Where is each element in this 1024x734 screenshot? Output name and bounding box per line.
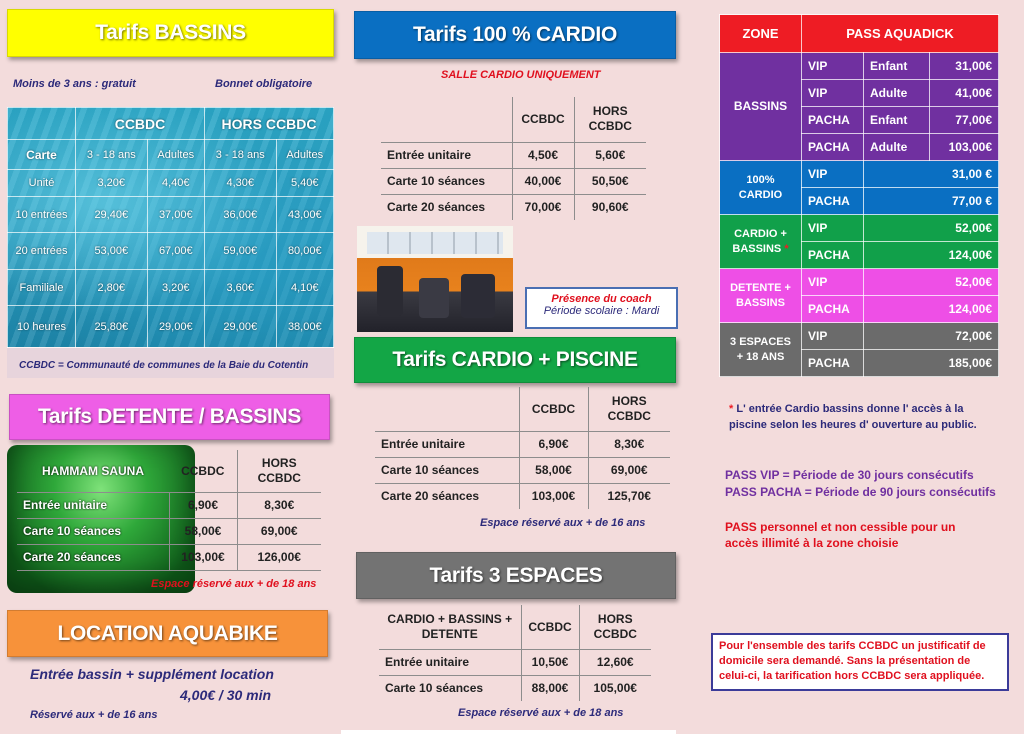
zone-detente: DETENTE + BASSINS	[720, 269, 802, 323]
cp-col-hors: HORS CCBDC	[588, 387, 670, 431]
table-row	[720, 215, 999, 242]
pass-type: VIP	[802, 269, 864, 296]
pass-type: VIP	[802, 53, 864, 80]
table-row	[8, 270, 334, 306]
pass-age: Enfant	[864, 107, 930, 134]
pass-type: PACHA	[802, 350, 864, 377]
coach-title: Présence du coach	[551, 293, 652, 305]
price-cell: 6,90€	[169, 492, 237, 518]
pass-col-pass: PASS AQUADICK	[802, 15, 999, 53]
price-cell: 8,30€	[237, 492, 321, 518]
bassins-corner	[8, 108, 76, 140]
cardio-piscine-title: Tarifs CARDIO + PISCINE	[392, 348, 638, 371]
table-row	[8, 306, 334, 348]
row-label: Entrée unitaire	[17, 492, 169, 518]
aquabike-line2: 4,00€ / 30 min	[180, 687, 272, 703]
price-cell: 58,00€	[169, 518, 237, 544]
espaces-col-hors: HORS CCBDC	[579, 605, 651, 649]
price-cell: 105,00€	[579, 675, 651, 701]
row-label: 10 entrées	[8, 197, 76, 233]
pass-type: VIP	[802, 323, 864, 350]
cardio-col-hors: HORS CCBDC	[574, 97, 646, 142]
table-row	[381, 194, 646, 220]
price-cell: 58,00€	[519, 457, 588, 483]
zone-3espaces: 3 ESPACES + 18 ANS	[720, 323, 802, 377]
pass-price: 103,00€	[930, 134, 999, 161]
pass-price: 31,00€	[930, 53, 999, 80]
bassins-note-left: Moins de 3 ans : gratuit	[13, 78, 136, 90]
bassins-group-hors: HORS CCBDC	[204, 108, 333, 140]
bottom-strip	[341, 730, 676, 734]
table-row	[375, 431, 670, 457]
pass-age: Adulte	[864, 134, 930, 161]
price-cell: 70,00€	[512, 194, 574, 220]
justificatif-box: Pour l'ensemble des tarifs CCBDC un justificatif de domicile sera demandé. Sans la présentation de celui-ci, la tarification hors CCBDC sera appliquée.	[711, 633, 1009, 691]
row-label: Carte 10 séances	[381, 168, 512, 194]
table-row	[379, 649, 651, 675]
detente-col-ccbdc: CCBDC	[169, 450, 237, 492]
price-cell: 43,00€	[276, 197, 333, 233]
espaces-table	[379, 605, 651, 701]
asterisk-sign: *	[729, 403, 734, 415]
price-cell: 126,00€	[237, 544, 321, 570]
cp-note: Espace réservé aux + de 16 ans	[480, 517, 646, 529]
row-label: Entrée unitaire	[379, 649, 521, 675]
pass-type: VIP	[802, 215, 864, 242]
aquabike-note: Réservé aux + de 16 ans	[30, 709, 158, 721]
pacha-definition: PASS PACHA = Période de 90 jours consécutifs	[725, 485, 996, 499]
pass-price: 72,00€	[864, 323, 999, 350]
price-cell: 4,40€	[147, 170, 204, 197]
detente-col-hors: HORS CCBDC	[237, 450, 321, 492]
row-label: Carte 20 séances	[381, 194, 512, 220]
pass-price: 77,00 €	[864, 188, 999, 215]
price-cell: 69,00€	[588, 457, 670, 483]
pass-price: 77,00€	[930, 107, 999, 134]
price-cell: 8,30€	[588, 431, 670, 457]
pass-type: PACHA	[802, 107, 864, 134]
zone-cardio: 100% CARDIO	[720, 161, 802, 215]
price-cell: 69,00€	[237, 518, 321, 544]
price-cell: 6,90€	[519, 431, 588, 457]
espaces-col-ccbdc: CCBDC	[521, 605, 579, 649]
vip-definition: PASS VIP = Période de 30 jours consécutifs	[725, 468, 974, 482]
bassins-col-318: 3 - 18 ans	[204, 140, 276, 170]
price-cell: 3,20€	[147, 270, 204, 306]
price-cell: 12,60€	[579, 649, 651, 675]
pass-age: Enfant	[864, 53, 930, 80]
pass-table	[719, 14, 999, 377]
table-row	[375, 483, 670, 509]
price-cell: 40,00€	[512, 168, 574, 194]
price-cell: 2,80€	[76, 270, 148, 306]
detente-note: Espace réservé aux + de 18 ans	[151, 578, 317, 590]
pass-price: 31,00 €	[864, 161, 999, 188]
price-cell: 3,20€	[76, 170, 148, 197]
table-row	[17, 518, 321, 544]
table-row	[8, 233, 334, 270]
asterisk-mark: *	[784, 242, 789, 255]
row-label: Unité	[8, 170, 76, 197]
price-cell: 80,00€	[276, 233, 333, 270]
espaces-head: CARDIO + BASSINS + DETENTE	[387, 611, 513, 641]
zone-bassins: BASSINS	[720, 53, 802, 161]
detente-title: Tarifs DETENTE / BASSINS	[37, 405, 302, 428]
price-cell: 103,00€	[519, 483, 588, 509]
table-row	[17, 544, 321, 570]
price-cell: 38,00€	[276, 306, 333, 348]
row-label: Entrée unitaire	[375, 431, 519, 457]
aquabike-banner	[7, 610, 328, 657]
bassins-banner	[7, 9, 334, 57]
pass-type: PACHA	[802, 296, 864, 323]
pass-col-zone: ZONE	[720, 15, 802, 53]
price-cell: 5,40€	[276, 170, 333, 197]
detente-banner	[9, 394, 330, 440]
coach-box	[525, 287, 678, 329]
pass-price: 52,00€	[864, 269, 999, 296]
row-label: Carte 10 séances	[379, 675, 521, 701]
price-cell: 29,40€	[76, 197, 148, 233]
zone-cardio-bassins	[720, 215, 802, 269]
table-row	[379, 675, 651, 701]
table-row	[381, 168, 646, 194]
aquabike-line1: Entrée bassin + supplément location	[30, 666, 274, 682]
detente-table	[17, 450, 321, 571]
price-cell: 4,10€	[276, 270, 333, 306]
price-cell: 53,00€	[76, 233, 148, 270]
cardio-piscine-table	[375, 387, 670, 509]
price-cell: 67,00€	[147, 233, 204, 270]
price-cell: 88,00€	[521, 675, 579, 701]
espaces-note: Espace réservé aux + de 18 ans	[458, 707, 624, 719]
gym-photo	[357, 226, 513, 332]
price-cell: 29,00€	[147, 306, 204, 348]
cardio-table	[381, 97, 646, 220]
table-row	[720, 53, 999, 80]
personal-note: PASS personnel et non cessible pour un accès illimité à la zone choisie	[725, 520, 956, 550]
detente-head: HAMMAM SAUNA	[42, 463, 144, 478]
price-cell: 90,60€	[574, 194, 646, 220]
bassins-table	[7, 107, 334, 348]
price-cell: 103,00€	[169, 544, 237, 570]
price-cell: 4,50€	[512, 142, 574, 168]
table-row	[720, 269, 999, 296]
row-label: Familiale	[8, 270, 76, 306]
row-label: 20 entrées	[8, 233, 76, 270]
bassins-col-carte: Carte	[8, 140, 76, 170]
zone-cardio-bassins-label: CARDIO + BASSINS	[732, 227, 787, 255]
table-row	[375, 457, 670, 483]
row-label: Carte 20 séances	[375, 483, 519, 509]
espaces-title: Tarifs 3 ESPACES	[429, 563, 603, 587]
pass-type: VIP	[802, 161, 864, 188]
price-cell: 25,80€	[76, 306, 148, 348]
pass-type: PACHA	[802, 134, 864, 161]
asterisk-note	[729, 401, 999, 433]
price-cell: 59,00€	[204, 233, 276, 270]
price-cell: 4,30€	[204, 170, 276, 197]
price-cell: 125,70€	[588, 483, 670, 509]
pass-price: 52,00€	[864, 215, 999, 242]
pass-age: Adulte	[864, 80, 930, 107]
price-cell: 50,50€	[574, 168, 646, 194]
bassins-col-adultes: Adultes	[276, 140, 333, 170]
table-row	[8, 170, 334, 197]
cardio-piscine-banner	[354, 337, 676, 383]
cardio-subtitle: SALLE CARDIO UNIQUEMENT	[441, 69, 601, 81]
cardio-banner	[354, 11, 676, 59]
row-label: Carte 20 séances	[17, 544, 169, 570]
pass-price: 185,00€	[864, 350, 999, 377]
cardio-col-ccbdc: CCBDC	[512, 97, 574, 142]
pass-price: 124,00€	[864, 242, 999, 269]
cp-col-ccbdc: CCBDC	[519, 387, 588, 431]
espaces-banner	[356, 552, 676, 599]
price-cell: 29,00€	[204, 306, 276, 348]
price-cell: 3,60€	[204, 270, 276, 306]
price-cell: 36,00€	[204, 197, 276, 233]
table-row	[381, 142, 646, 168]
bassins-note-right: Bonnet obligatoire	[215, 78, 313, 90]
pass-type: PACHA	[802, 242, 864, 269]
row-label: 10 heures	[8, 306, 76, 348]
pass-price: 124,00€	[864, 296, 999, 323]
row-label: Carte 10 séances	[375, 457, 519, 483]
price-cell: 5,60€	[574, 142, 646, 168]
row-label: Carte 10 séances	[17, 518, 169, 544]
coach-sub: Période scolaire : Mardi	[543, 305, 660, 317]
table-row	[17, 492, 321, 518]
aquabike-title: LOCATION AQUABIKE	[57, 621, 278, 645]
pool-photo	[7, 107, 334, 347]
bassins-group-ccbdc: CCBDC	[76, 108, 205, 140]
table-row	[720, 323, 999, 350]
asterisk-text: L' entrée Cardio bassins donne l' accès à la piscine selon les heures d' ouverture au public.	[729, 403, 977, 431]
row-label: Entrée unitaire	[381, 142, 512, 168]
ccbdc-footnote: CCBDC = Communauté de communes de la Baie du Cotentin	[7, 348, 334, 378]
bassins-col-adultes: Adultes	[147, 140, 204, 170]
pass-type: VIP	[802, 80, 864, 107]
price-cell: 10,50€	[521, 649, 579, 675]
price-cell: 37,00€	[147, 197, 204, 233]
table-row	[8, 197, 334, 233]
bassins-title: Tarifs BASSINS	[95, 21, 246, 44]
table-row	[720, 161, 999, 188]
pass-price: 41,00€	[930, 80, 999, 107]
cardio-title: Tarifs 100 % CARDIO	[413, 23, 617, 46]
bassins-col-318: 3 - 18 ans	[76, 140, 148, 170]
pass-type: PACHA	[802, 188, 864, 215]
